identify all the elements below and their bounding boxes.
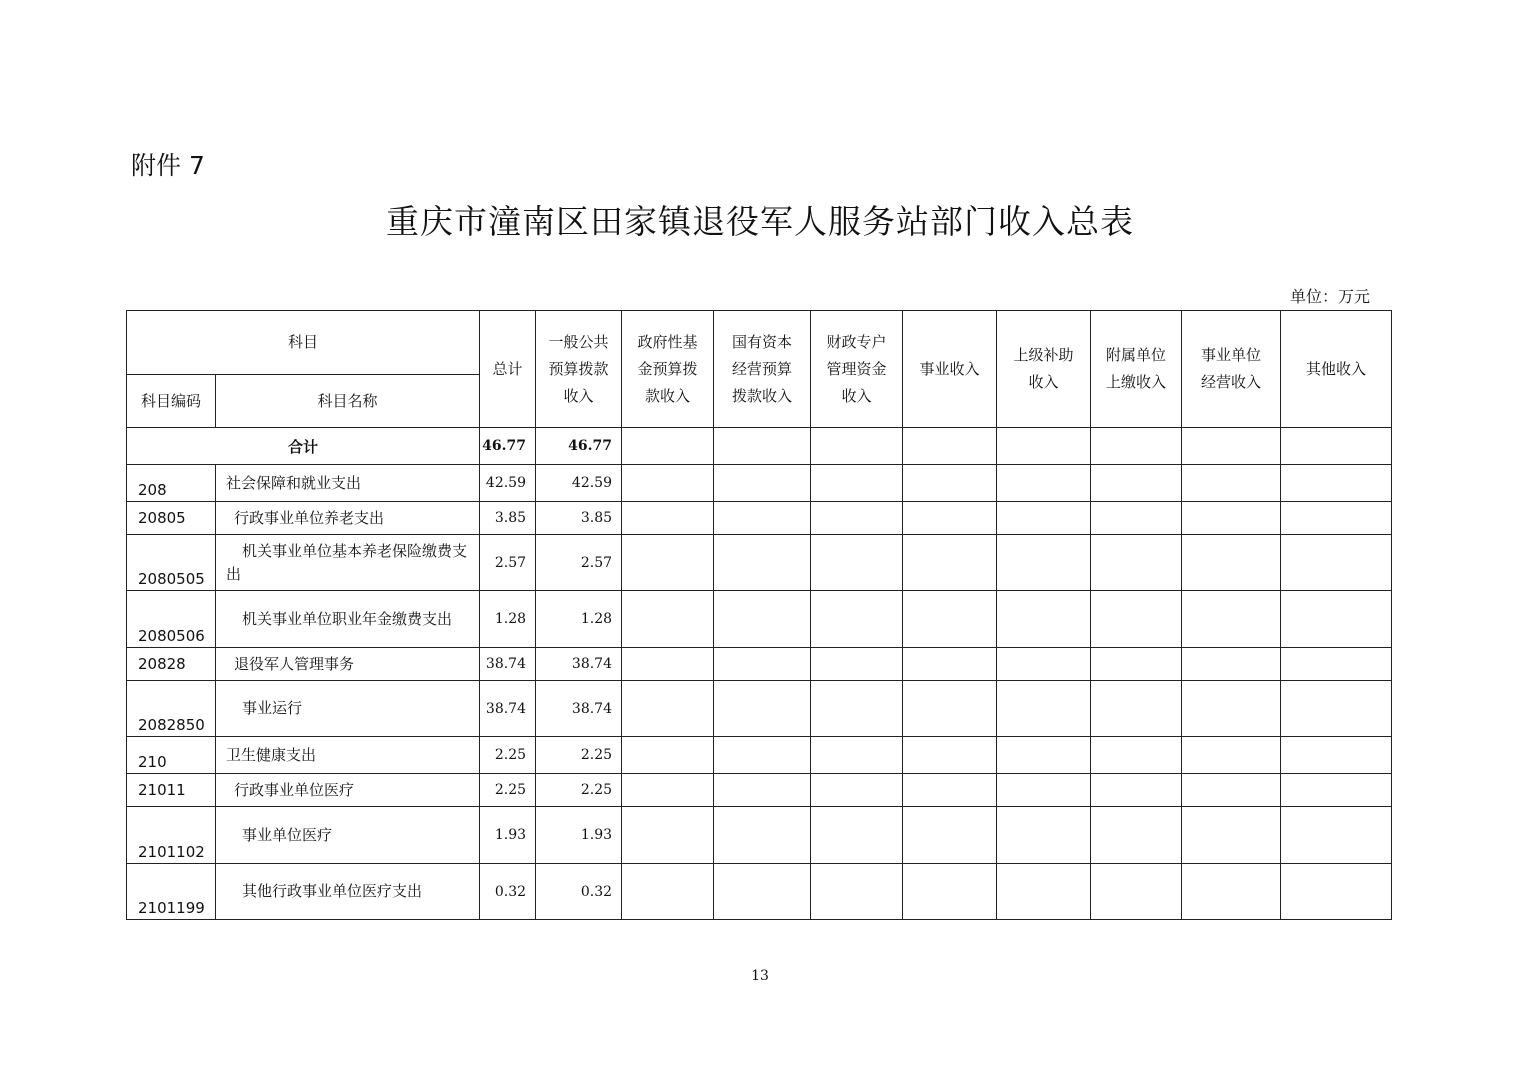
cell-code: 2101102 [127,807,216,864]
cell-code: 20828 [127,648,216,681]
cell-general: 2.25 [536,774,622,807]
cell-total: 38.74 [480,681,536,737]
cell-general: 38.74 [536,648,622,681]
attachment-label: 附件 7 [131,151,205,180]
cell-general: 42.59 [536,465,622,502]
cell-name: 行政事业单位养老支出 [216,502,480,535]
header-business-income: 事业收入 [903,311,997,428]
table-row [127,864,1392,920]
cell-code: 20805 [127,502,216,535]
cell-total: 1.28 [480,591,536,648]
cell-code: 208 [127,465,216,502]
table-row [127,681,1392,737]
cell-name: 卫生健康支出 [216,737,480,774]
cell-general: 1.93 [536,807,622,864]
cell-name: 机关事业单位基本养老保险缴费支出 [216,535,480,591]
table-row [127,648,1392,681]
cell-total: 42.59 [480,465,536,502]
cell-name: 事业单位医疗 [216,807,480,864]
unit-label: 单位：万元 [1290,287,1371,306]
cell-general: 0.32 [536,864,622,920]
header-state-capital: 国有资本 经营预算 拨款收入 [714,311,811,428]
cell-code: 21011 [127,774,216,807]
header-superior-subsidy: 上级补助 收入 [997,311,1091,428]
cell-total: 46.77 [480,428,536,465]
cell-general: 46.77 [536,428,622,465]
cell-general: 2.57 [536,535,622,591]
income-summary-table [126,310,1392,920]
cell-code: 2080506 [127,591,216,648]
table-row [127,774,1392,807]
page-title: 重庆市潼南区田家镇退役军人服务站部门收入总表 [386,202,1134,241]
cell-code: 2080505 [127,535,216,591]
cell-name: 行政事业单位医疗 [216,774,480,807]
table-row-total [127,428,1392,465]
header-business-operating: 事业单位 经营收入 [1182,311,1281,428]
header-fiscal-special: 财政专户 管理资金 收入 [811,311,903,428]
header-other-income: 其他收入 [1281,311,1392,428]
table-row [127,465,1392,502]
table-row [127,535,1392,591]
cell-code: 2101199 [127,864,216,920]
table-row [127,737,1392,774]
cell-total: 38.74 [480,648,536,681]
header-subject-code: 科目编码 [127,375,216,428]
page-number: 13 [751,968,769,984]
cell-total: 2.25 [480,737,536,774]
cell-name: 事业运行 [216,681,480,737]
header-total: 总计 [480,311,536,428]
cell-total: 1.93 [480,807,536,864]
cell-name: 机关事业单位职业年金缴费支出 [216,591,480,648]
cell-name: 退役军人管理事务 [216,648,480,681]
table-row [127,502,1392,535]
cell-general: 3.85 [536,502,622,535]
cell-total: 3.85 [480,502,536,535]
cell-total: 2.57 [480,535,536,591]
table-row [127,591,1392,648]
cell-general: 2.25 [536,737,622,774]
cell-total: 2.25 [480,774,536,807]
cell-general: 1.28 [536,591,622,648]
cell-total: 0.32 [480,864,536,920]
cell-code: 2082850 [127,681,216,737]
cell-general: 38.74 [536,681,622,737]
header-gov-fund: 政府性基 金预算拨 款收入 [622,311,714,428]
cell-name: 社会保障和就业支出 [216,465,480,502]
header-affiliated: 附属单位 上缴收入 [1091,311,1182,428]
header-general-public: 一般公共 预算拨款 收入 [536,311,622,428]
cell-code: 210 [127,737,216,774]
header-subject-name: 科目名称 [216,375,480,428]
cell-name: 其他行政事业单位医疗支出 [216,864,480,920]
total-label: 合计 [127,428,480,465]
table-row [127,807,1392,864]
header-subject: 科目 [127,311,480,375]
